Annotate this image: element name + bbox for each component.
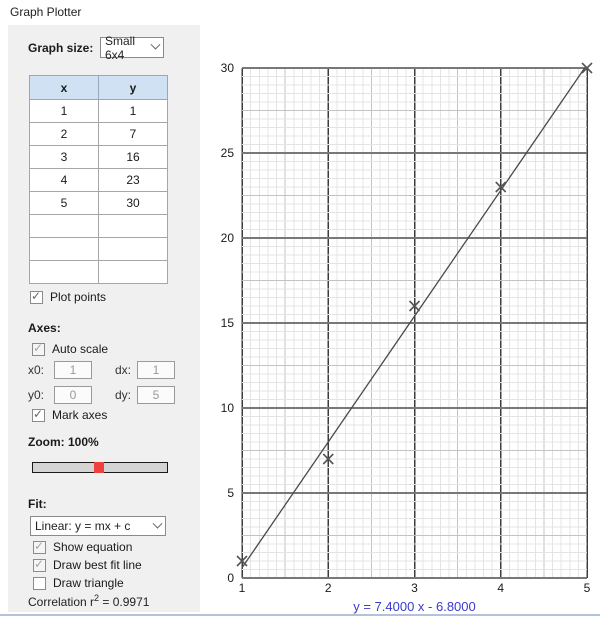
axes-section-label: Axes: (28, 321, 61, 335)
table-row (30, 100, 168, 123)
draw-triangle-label: Draw triangle (53, 576, 124, 590)
svg-text:25: 25 (220, 146, 234, 160)
table-row (30, 192, 168, 215)
chevron-down-icon (151, 40, 161, 50)
checkbox-icon (30, 291, 43, 304)
show-equation-label: Show equation (53, 540, 133, 554)
table-cell[interactable] (99, 261, 168, 284)
svg-text:10: 10 (220, 401, 234, 415)
x0-dx-row (28, 361, 175, 379)
x0-label: x0: (28, 363, 45, 377)
data-table (29, 75, 168, 284)
svg-text:15: 15 (220, 316, 234, 330)
check-icon (33, 407, 43, 421)
draw-triangle-checkbox[interactable] (33, 576, 124, 590)
checkbox-icon (32, 343, 45, 356)
show-equation-checkbox[interactable] (33, 540, 132, 554)
table-cell[interactable] (30, 238, 99, 261)
x0-input[interactable] (54, 361, 92, 379)
table-cell[interactable]: 23 (99, 169, 168, 192)
graph-size-label: Graph size: (28, 40, 94, 55)
check-icon (34, 539, 44, 553)
zoom-label: Zoom: 100% (28, 435, 99, 449)
grid-lines (242, 68, 587, 578)
dy-input[interactable] (137, 386, 175, 404)
draw-best-fit-label: Draw best fit line (53, 558, 142, 572)
table-cell[interactable]: 16 (99, 146, 168, 169)
y0-input[interactable] (54, 386, 92, 404)
checkbox-icon (32, 409, 45, 422)
dx-input[interactable] (137, 361, 175, 379)
checkbox-icon (33, 559, 46, 572)
table-row (30, 169, 168, 192)
table-header-x: x (30, 76, 99, 100)
graph-size-select[interactable] (100, 33, 164, 62)
fit-section-label: Fit: (28, 497, 47, 511)
bottom-edge-divider (0, 614, 600, 616)
table-header-y: y (99, 76, 168, 100)
svg-text:5: 5 (583, 581, 591, 595)
table-cell[interactable]: 7 (99, 123, 168, 146)
table-row (30, 123, 168, 146)
graph-size-value: Small 6x4 (105, 33, 136, 62)
table-cell[interactable]: 3 (30, 146, 99, 169)
svg-text:0: 0 (227, 571, 234, 585)
plot-points-label: Plot points (50, 290, 107, 304)
table-cell[interactable]: 30 (99, 192, 168, 215)
table-cell[interactable]: 1 (99, 100, 168, 123)
svg-text:20: 20 (220, 231, 234, 245)
zoom-slider-thumb[interactable] (94, 462, 104, 473)
table-cell[interactable]: 4 (30, 169, 99, 192)
graph-size-row (28, 33, 164, 62)
table-cell[interactable] (99, 215, 168, 238)
plot-points-checkbox[interactable] (30, 290, 106, 304)
table-cell[interactable] (30, 215, 99, 238)
svg-text:5: 5 (227, 486, 234, 500)
table-cell[interactable]: 5 (30, 192, 99, 215)
mark-axes-label: Mark axes (52, 408, 108, 422)
fit-type-select[interactable] (30, 516, 166, 536)
zoom-slider[interactable] (32, 462, 168, 473)
svg-text:4: 4 (497, 581, 505, 595)
checkbox-icon (33, 541, 46, 554)
svg-text:2: 2 (324, 581, 332, 595)
y0-dy-row (28, 386, 175, 404)
y0-label: y0: (28, 388, 45, 402)
side-panel (8, 25, 200, 612)
correlation-label: Correlation $r^2 = 0.9971$ (28, 593, 150, 609)
svg-text:1: 1 (238, 581, 246, 595)
table-cell[interactable] (99, 238, 168, 261)
fit-type-value: Linear: y = mx + c (35, 519, 131, 533)
svg-text:30: 30 (220, 61, 234, 75)
svg-text:3: 3 (411, 581, 418, 595)
table-row (30, 238, 168, 261)
dx-label: dx: (115, 363, 132, 377)
mark-axes-checkbox[interactable] (32, 408, 107, 422)
table-cell[interactable]: 2 (30, 123, 99, 146)
auto-scale-label: Auto scale (52, 342, 109, 356)
check-icon (34, 557, 44, 571)
check-icon (31, 289, 41, 303)
equation-label: y = 7.4000 x - 6.8000 (353, 599, 476, 614)
table-row (30, 146, 168, 169)
table-row (30, 261, 168, 284)
table-cell[interactable] (30, 261, 99, 284)
auto-scale-checkbox[interactable] (32, 342, 108, 356)
chevron-down-icon (153, 518, 163, 528)
checkbox-icon (33, 577, 46, 590)
window-title: Graph Plotter (10, 5, 82, 19)
check-icon (33, 341, 43, 355)
draw-best-fit-checkbox[interactable] (33, 558, 142, 572)
table-row (30, 215, 168, 238)
dy-label: dy: (115, 388, 132, 402)
table-cell[interactable]: 1 (30, 100, 99, 123)
